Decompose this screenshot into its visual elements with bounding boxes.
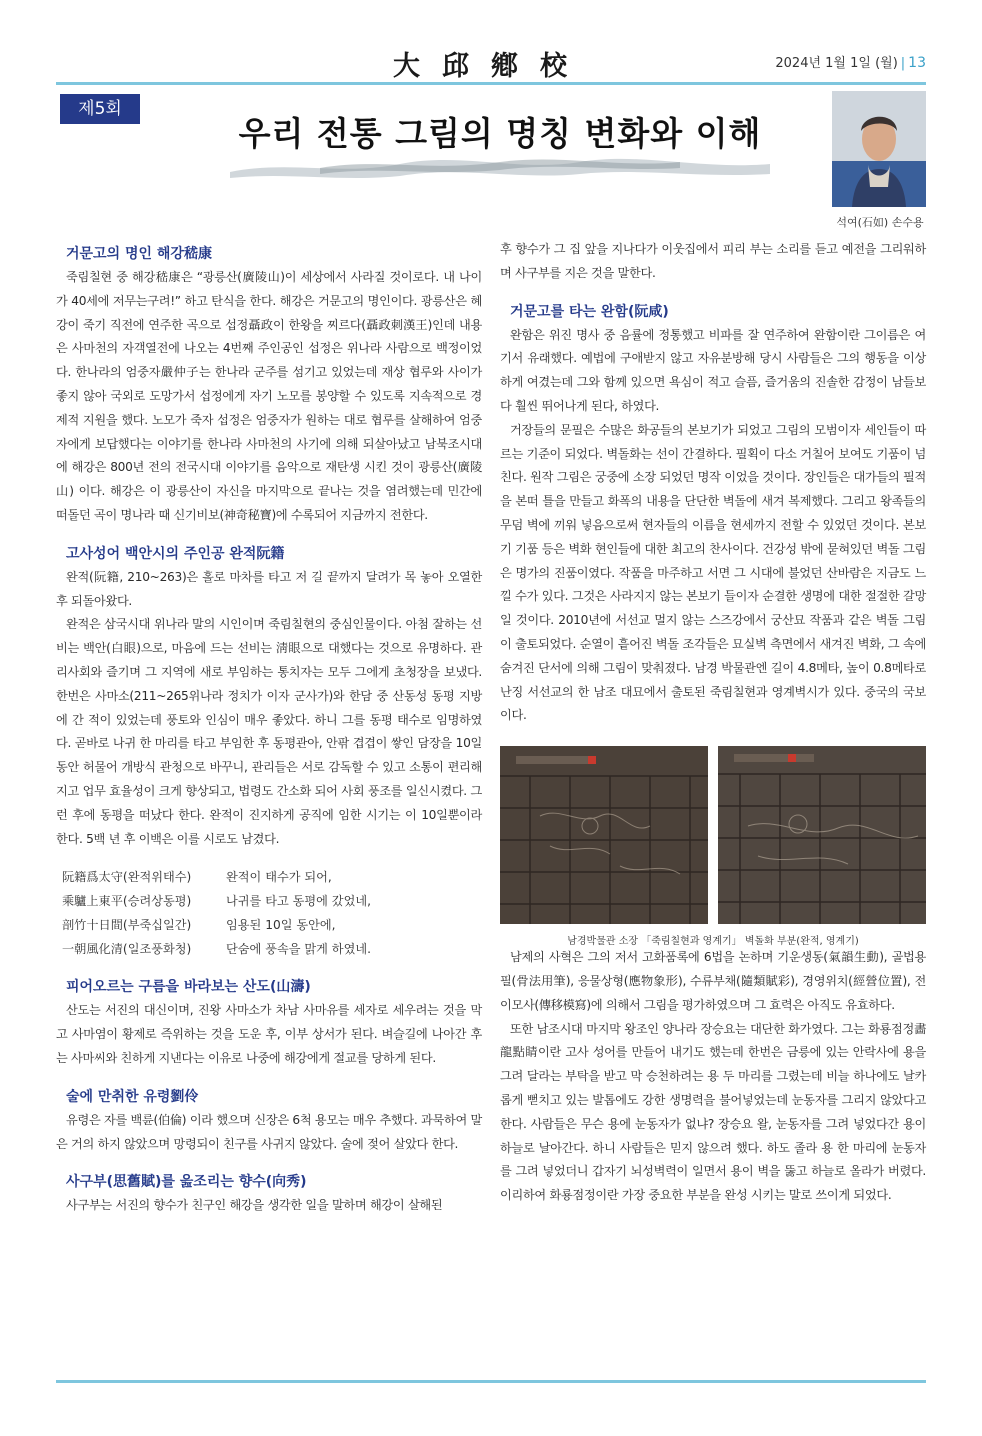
date-separator: |	[900, 56, 906, 71]
paragraph: 유령은 자를 백륜(伯倫) 이라 했으며 신장은 6척 용모는 매우 추했다. 과묵하여 말은 거의 하지 않았으며 망령되이 친구를 사귀지 않았다. 술에 젖어 살았다 한다.	[56, 1112, 482, 1151]
newspaper-title: 大邱鄕校	[393, 51, 589, 82]
poem-hanja: 乘驢上東平(승려상동평)	[62, 894, 192, 909]
poem-block	[62, 865, 482, 961]
poem-line	[62, 889, 482, 913]
paragraph: 완함은 위진 명사 중 음률에 정통했고 비파를 잘 연주하여 완함이란 그이름은 여기서 유래했다. 예법에 구애받지 않고 자유분방해 당시 사람들은 그의 행동을 이상하게 여겼는데 그와 함께 있으면 욕심이 적고 슬픔, 즐거움의 진솔한 감정이 남들보다 훨씬 뛰어나게 된다, 하였다.	[500, 327, 926, 413]
top-rule	[56, 82, 926, 85]
paragraph: 완적은 삼국시대 위나라 말의 시인이며 죽림칠현의 중심인물이다. 아첨 잘하는 선비는 백안(白眼)으로, 마음에 드는 선비는 淸眼으로 대했다는 것으로 유명하다. 관리사회와 즐기며 그 지역에 새로 부임하는 통치자는 모두 그에게 초청장을 보냈다. 한번은 사마소(211~265위나라 정치가 이자 군사가)와 한담 중 산동성 동평 지방에 간 적이 있었는데 풍토와 인심이 매우 좋았다. 하니 그를 동평 태수로 임명하였다. 곧바로 나귀 한 마리를 타고 부임한 후 동평관아, 안팎 겹겹이 쌓인 담장을 10일 동안 허물어 개방식 관청으로 바꾸니, 관리들은 서로 감독할 수 있고 소통이 편리해지고 업무 효율성이 크게 향상되고, 법령도 간소화 되어 사회 풍조를 일신시켰다. 그런 후에 동평을 떠났다 한다. 완적이 진지하게 공직에 임한 시기는 이 10일뿐이라 한다. 5백 년 후 이백은 이를 시로도 남겼다.	[56, 617, 482, 846]
brick-relief-photo-yeonggyegi	[718, 746, 926, 924]
author-photo	[832, 91, 926, 207]
left-column	[56, 238, 482, 1218]
article-headline: 우리 전통 그림의 명칭 변화와 이해	[238, 114, 762, 153]
brick-relief-photos	[500, 746, 926, 946]
author-caption: 석여(石如) 손수용	[836, 216, 924, 229]
section-title-yuryeong: 술에 만취한 유령劉伶	[66, 1088, 199, 1105]
paragraph: 남제의 사혁은 그의 저서 고화품록에 6법을 논하며 기운생동(氣韻生動), 골법용필(骨法用筆), 응물상형(應物象形), 수류부채(隨類賦彩), 경영위치(經營位置), 전이모사(傳移模寫)에 의해서 그림을 평가하였으며 그 효력은 아직도 유효하다.	[500, 950, 926, 1012]
series-badge: 제5회	[60, 94, 140, 124]
poem-translation: 나귀를 타고 동평에 갔었네,	[226, 894, 372, 909]
paragraph-continued: 후 향수가 그 집 앞을 지나다가 이웃집에서 피리 부는 소리를 듣고 예전을 그리워하며 사구부를 지은 것을 말한다.	[500, 242, 926, 280]
masthead	[0, 40, 982, 80]
paragraph: 완적(阮籍, 210~263)은 홀로 마차를 타고 저 길 끝까지 달려가 목 놓아 오열한 후 되돌아왔다.	[56, 569, 482, 608]
poem-translation: 단숨에 풍속을 맑게 하였네.	[226, 942, 372, 957]
paragraph: 거장들의 문필은 수많은 화공들의 본보기가 되었고 그림의 모범이자 세인들이 따르는 기준이 되었다. 벽돌화는 선이 간결하다. 필획이 다소 거칠어 보여도 기품이 넘친다. 원작 그림은 궁중에 소장 되었던 명작 이었을 것이다. 장인들은 대가들의 필적을 본떠 틀을 만들고 화폭의 내용을 단단한 벽돌에 새겨 복제했다. 그리고 왕족들의 무덤 벽에 끼워 넣음으로써 현자들의 이름을 현세까지 전할 수 있었던 것이다. 본보기 기품 등은 벽화 현인들에 대한 최고의 찬사이다. 건강성 밖에 묻혀있던 벽돌 그림은 명가의 진품이였다. 작품을 마주하고 서면 그 시대에 불었던 산바람은 지금도 느낄 수가 있다. 그것은 사라지지 않는 본보기 들이자 순결한 생명에 대한 절절한 갈망일 것이다. 2010년에 서선교 멀지 않는 스즈강에서 궁산묘 작품과 같은 벽돌 그림이 출토되었다. 순열이 흩어진 벽돌 조각들은 묘실벽 측면에서 새겨진 벽화, 그 속에 숨겨진 단서에 의해 그림이 맞춰졌다. 남경 박물관엔 길이 4.8메타, 높이 0.8메타로 난징 서선교의 한 남조 대묘에서 출토된 죽림칠현과 영계벽시가 있다. 중국의 국보이다.	[500, 422, 926, 723]
page-number: 13	[908, 55, 926, 71]
paragraph: 죽림칠현 중 해강嵇康은 “광릉산(廣陵山)이 세상에서 사라질 것이로다. 내 나이가 40세에 저무는구려!” 하고 탄식을 한다. 해강은 거문고의 명인이다. 광릉산은 혜강이 죽기 직전에 연주한 곡으로 섭정聶政이 한왕을 찌르다(聶政刺漢王)인데 내용은 사마천의 자객열전에 나오는 4번째 주인공인 섭정은 위나라 사람으로 백정이었다. 한나라의 엄중자嚴仲子는 한나라 군주를 섬기고 있었는데 재상 협루와 사이가 좋지 않아 국외로 도망가서 섭정에게 자기 노모를 봉양할 수 있도록 지속적으로 경제적 지원을 했다. 노모가 죽자 섭정은 엄중자가 원하는 대로 협루를 살해하여 엄중자에게 보답했다는 이야기를 한나라 사마천의 사기에 의해 되살아났고 남북조시대에 해강은 800년 전의 전국시대 이야기를 음악으로 재탄생 시킨 것이 광릉산(廣陵山) 이다. 해강은 이 광릉산이 자신을 마지막으로 끝나는 것을 염려했는데 민간에 떠돌던 곡이 명나라 때 신기비보(神奇秘寶)에 수록되어 지금까지 전한다.	[56, 270, 482, 522]
poem-hanja: 剖竹十日間(부죽십일간)	[62, 918, 192, 933]
paragraph: 산도는 서진의 대신이며, 진왕 사마소가 차남 사마유를 세자로 세우려는 것을 막고 사마염이 황제로 즉위하는 것을 도운 후, 이부 상서가 된다. 벼슬길에 나아간 후는 사마씨와 친하게 지낸다는 이유로 나중에 해강에게 절교를 당하게 된다.	[56, 1003, 482, 1065]
right-column	[500, 238, 926, 1208]
section-title-sando: 피어오르는 구름을 바라보는 산도(山濤)	[66, 979, 311, 996]
issue-date	[775, 52, 926, 71]
section-title-wanham: 거문고를 타는 완함(阮咸)	[510, 303, 669, 320]
poem-line	[62, 865, 482, 889]
photo-caption: 남경박물관 소장 「죽림칠현과 영계기」 벽돌화 부분(완적, 영계기)	[567, 936, 859, 948]
headline-area	[210, 100, 790, 190]
poem-translation: 임용된 10일 동안에,	[226, 918, 336, 933]
paragraph: 또한 남조시대 마지막 왕조인 양나라 장승요는 대단한 화가였다. 그는 화룡점정畵龍點睛이란 고사 성어를 만들어 내기도 했는데 한번은 금릉에 있는 안락사에 용을 그려 달라는 부탁을 받고 막 승천하려는 용 두 마리를 그렸는데 비늘 하나에도 날카롭게 뻗치고 있는 발톱에도 강한 생명력을 불어넣었는데 눈동자를 그리지 않았다고 한다. 사람들은 무슨 용에 눈동자가 없냐? 장승요 왈, 눈동자를 그려 넣었다간 용이 하늘로 날아간다. 하니 사람들은 믿지 않으려 했다. 하도 졸라 용 한 마리에 눈동자를 그려 넣었더니 갑자기 뇌성벽력이 일면서 용이 벽을 뚫고 하늘로 올라가 버렸다. 이리하여 화룡점정이란 가장 중요한 부분을 완성 시키는 말로 쓰이게 되었다.	[500, 1021, 926, 1203]
bottom-rule	[56, 1380, 926, 1383]
poem-hanja: 阮籍爲太守(완적위태수)	[62, 870, 192, 885]
brick-relief-photo-wanjeok	[500, 746, 708, 924]
poem-line	[62, 913, 482, 937]
date-text: 2024년 1월 1일 (월)	[775, 56, 898, 71]
section-title-hyangsu: 사구부(思舊賦)를 읊조리는 향수(向秀)	[66, 1174, 307, 1191]
paragraph: 사구부는 서진의 향수가 친구인 해강을 생각한 일을 말하며 해강이 살해된	[66, 1198, 443, 1213]
poem-line	[62, 937, 482, 961]
poem-translation: 완적이 태수가 되어,	[226, 870, 332, 885]
section-title-wanjeok: 고사성어 백안시의 주인공 완적阮籍	[66, 545, 285, 562]
poem-hanja: 一朝風化清(일조풍화청)	[62, 942, 192, 957]
section-title-haegang: 거문고의 명인 해강嵇康	[66, 246, 212, 262]
